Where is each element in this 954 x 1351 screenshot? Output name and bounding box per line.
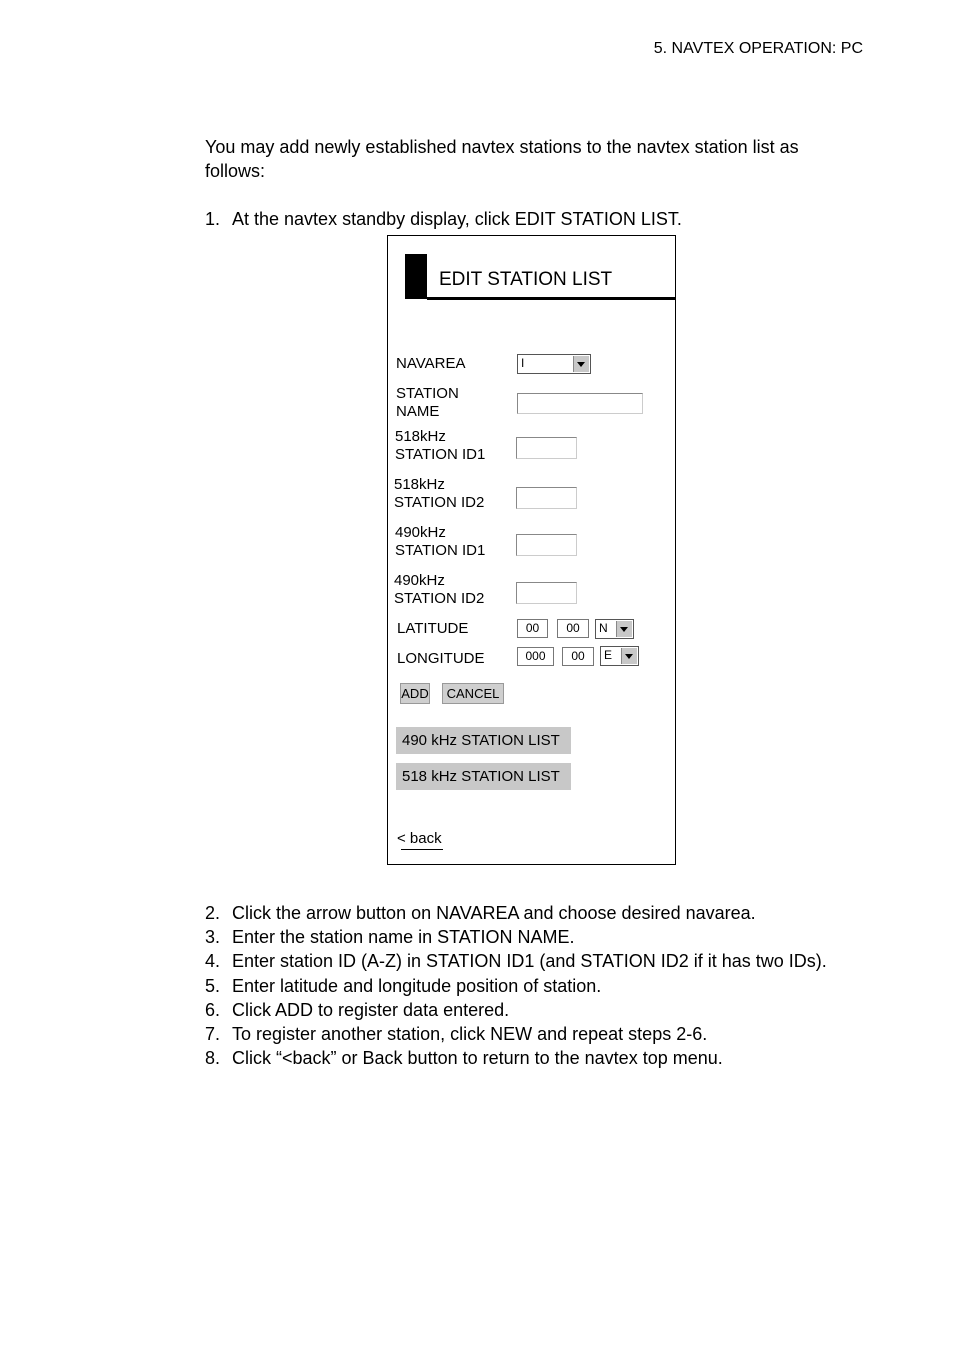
- list-item: [205, 901, 827, 925]
- lat-minutes-input[interactable]: 00: [557, 619, 589, 638]
- lon-direction-select[interactable]: [600, 646, 639, 666]
- lon-degrees-input[interactable]: 000: [517, 647, 554, 666]
- step-number: 1.: [205, 209, 221, 229]
- step-text: At the navtex standby display, click EDIT STATION LIST.: [232, 209, 682, 229]
- list-item: [205, 998, 827, 1022]
- id-490-1-label: [395, 524, 485, 559]
- label-line: 518kHz: [394, 476, 445, 493]
- id-490-2-input[interactable]: [516, 582, 577, 604]
- label-line: STATION ID2: [394, 589, 485, 607]
- label-line: STATION ID1: [395, 541, 486, 559]
- id-490-2-label: [394, 572, 484, 607]
- label-line: NAME: [396, 402, 440, 420]
- step-text: To register another station, click NEW and repeat steps 2-6.: [232, 1024, 708, 1045]
- list-item: [205, 925, 827, 949]
- step-number: 4.: [205, 951, 221, 972]
- list-item: [205, 949, 827, 973]
- label-line: STATION: [396, 385, 459, 402]
- station-name-input[interactable]: [517, 393, 643, 414]
- step-number: 5.: [205, 975, 221, 996]
- edit-station-list-dialog: [387, 235, 676, 865]
- latitude-label: LATITUDE: [397, 620, 469, 637]
- id-518-2-input[interactable]: [516, 487, 577, 509]
- step-number: 8.: [205, 1048, 221, 1069]
- cancel-button[interactable]: CANCEL: [442, 683, 504, 704]
- navarea-value: I: [521, 356, 525, 370]
- step-text: Click “<back” or Back button to return to the navtex top menu.: [232, 1048, 723, 1069]
- list-item: [205, 1022, 827, 1046]
- id-490-1-input[interactable]: [516, 534, 577, 556]
- station-list-490-button[interactable]: 490 kHz STATION LIST: [396, 727, 571, 754]
- label-line: 490kHz: [394, 572, 445, 589]
- lon-minutes-input[interactable]: 00: [562, 647, 594, 666]
- title-underline: [427, 297, 675, 300]
- station-list-518-button[interactable]: 518 kHz STATION LIST: [396, 763, 571, 790]
- id-518-1-label: [395, 428, 485, 463]
- label-line: STATION ID1: [395, 445, 486, 463]
- list-item: [205, 1046, 827, 1070]
- intro-paragraph: You may add newly established navtex stations to the navtex station list as follows:: [205, 137, 799, 181]
- lat-degrees-input[interactable]: 00: [517, 619, 548, 638]
- station-name-label: [396, 385, 459, 420]
- step-number: 7.: [205, 1024, 221, 1045]
- label-line: 518kHz: [395, 428, 446, 445]
- step-text: Enter latitude and longitude position of station.: [232, 975, 602, 996]
- step-1: [205, 207, 682, 231]
- step-text: Click the arrow button on NAVAREA and choose desired navarea.: [232, 903, 756, 923]
- step-number: 3.: [205, 927, 221, 948]
- step-text: Click ADD to register data entered.: [232, 999, 510, 1020]
- dialog-title: EDIT STATION LIST: [439, 269, 613, 290]
- step-text: Enter station ID (A-Z) in STATION ID1 (and STATION ID2 if it has two IDs).: [232, 951, 827, 972]
- chevron-down-icon[interactable]: [616, 621, 632, 637]
- add-button[interactable]: ADD: [400, 683, 430, 704]
- lat-direction-select[interactable]: [595, 619, 634, 639]
- back-link[interactable]: < back: [397, 830, 442, 847]
- step-number: 2.: [205, 903, 221, 923]
- chevron-down-icon[interactable]: [573, 356, 589, 372]
- id-518-1-input[interactable]: [516, 437, 577, 459]
- chevron-down-icon[interactable]: [621, 648, 637, 664]
- page-header: 5. NAVTEX OPERATION: PC: [653, 40, 863, 57]
- id-518-2-label: [394, 476, 484, 511]
- lon-direction-value: E: [604, 648, 613, 662]
- back-link-underline: [401, 849, 443, 850]
- longitude-label: LONGITUDE: [397, 650, 485, 667]
- list-item: [205, 974, 827, 998]
- step-number: 6.: [205, 999, 221, 1020]
- label-line: STATION ID2: [394, 493, 485, 511]
- navarea-label: NAVAREA: [396, 355, 466, 372]
- lat-direction-value: N: [599, 621, 608, 635]
- label-line: 490kHz: [395, 524, 446, 541]
- step-text: Enter the station name in STATION NAME.: [232, 927, 575, 948]
- steps-list: [205, 901, 827, 1070]
- navarea-select[interactable]: [517, 354, 591, 374]
- title-marker: [405, 254, 427, 299]
